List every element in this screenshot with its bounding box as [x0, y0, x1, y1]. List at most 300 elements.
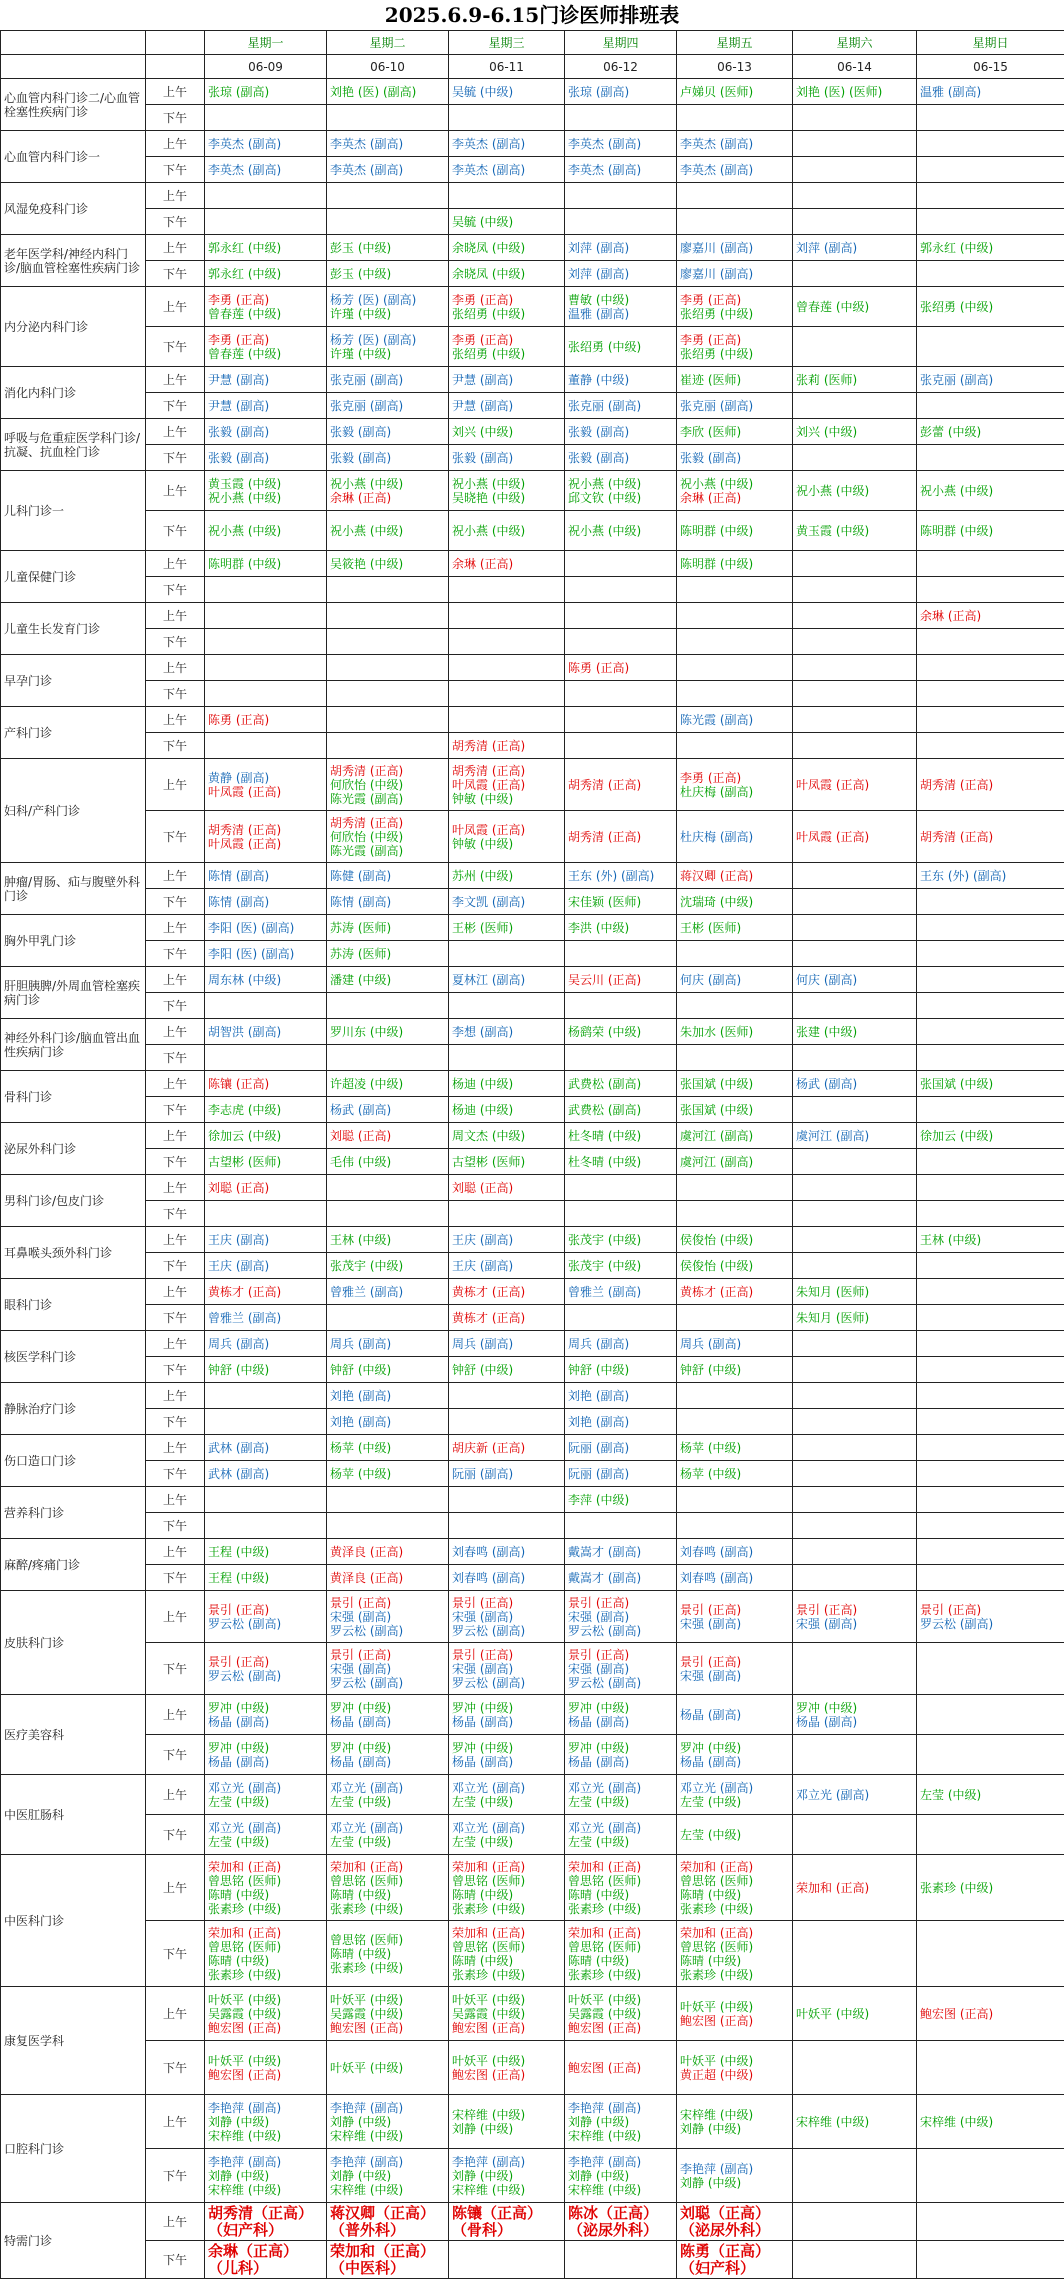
- day-label: 星期日: [917, 31, 1064, 55]
- schedule-cell: [917, 1253, 1064, 1279]
- schedule-cell: [327, 2241, 449, 2279]
- schedule-cell: [205, 287, 327, 327]
- doctor-entry: 张国斌 (中级): [680, 1102, 754, 1117]
- department-name: 产科门诊: [1, 707, 146, 759]
- schedule-cell: [327, 511, 449, 551]
- schedule-cell: [205, 707, 327, 733]
- schedule-cell: [449, 79, 565, 105]
- doctor-entry: 温雅 (副高): [920, 84, 982, 99]
- doctor-entry: 宋梓维 (中级): [208, 2182, 282, 2197]
- half-day-label: 上午: [146, 655, 205, 681]
- schedule-cell: [205, 1383, 327, 1409]
- schedule-cell: [677, 941, 793, 967]
- schedule-cell: [917, 327, 1064, 367]
- schedule-cell: [449, 1149, 565, 1175]
- schedule-cell: [205, 2203, 327, 2241]
- day-label: 星期四: [565, 31, 677, 55]
- doctor-entry: 黄栋才 (正高): [680, 1284, 754, 1299]
- doctor-entry: 邱文钦 (中级): [568, 490, 642, 505]
- doctor-entry: 王东 (外) (副高): [920, 868, 1007, 883]
- schedule-row: [1, 157, 1064, 183]
- half-day-label: 下午: [146, 2149, 205, 2203]
- doctor-entry: 景引 (正高): [568, 1595, 630, 1610]
- doctor-entry: 罗冲 (中级): [680, 1740, 742, 1755]
- doctor-entry: 荣加和 (正高): [568, 1859, 642, 1874]
- doctor-entry: 杜庆梅 (副高): [680, 784, 754, 799]
- doctor-entry: 周东林 (中级): [208, 972, 282, 987]
- schedule-cell: [917, 105, 1064, 131]
- schedule-cell: [449, 1461, 565, 1487]
- schedule-row: [1, 511, 1064, 551]
- schedule-row: [1, 967, 1064, 993]
- doctor-entry: 邓立光 (副高): [452, 1780, 526, 1795]
- doctor-entry: 祝小燕 (中级): [568, 476, 642, 491]
- half-day-label: 上午: [146, 1279, 205, 1305]
- department-name: 肝胆胰脾/外周血管栓塞疾病门诊: [1, 967, 146, 1019]
- doctor-entry: 陈明群 (中级): [208, 556, 282, 571]
- schedule-cell: [205, 993, 327, 1019]
- schedule-cell: [917, 2041, 1064, 2095]
- schedule-cell: [205, 1461, 327, 1487]
- doctor-entry: 陈勇 (正高): [568, 660, 630, 675]
- schedule-row: [1, 445, 1064, 471]
- schedule-cell: [205, 1591, 327, 1643]
- schedule-cell: [917, 1487, 1064, 1513]
- schedule-cell: [677, 1565, 793, 1591]
- schedule-row: [1, 1383, 1064, 1409]
- half-day-label: 上午: [146, 759, 205, 811]
- doctor-entry: 蒋汉卿 (正高): [680, 868, 754, 883]
- schedule-cell: [793, 655, 917, 681]
- doctor-entry: 吴露霞 (中级): [330, 2006, 404, 2021]
- doctor-entry: 左莹 (中级): [208, 1794, 270, 1809]
- doctor-entry: 陈明群 (中级): [680, 523, 754, 538]
- doctor-entry: 张建 (中级): [796, 1024, 858, 1039]
- doctor-entry: 宋强 (副高): [680, 1616, 742, 1631]
- day-date: 06-10: [327, 55, 449, 79]
- doctor-entry: 胡秀清 (正高): [330, 763, 404, 778]
- doctor-entry: 李勇 (正高): [452, 292, 514, 307]
- schedule-cell: [917, 1409, 1064, 1435]
- schedule-cell: [327, 209, 449, 235]
- doctor-entry: 叶凤霞 (正高): [796, 777, 870, 792]
- schedule-cell: [327, 1227, 449, 1253]
- schedule-cell: [677, 1695, 793, 1735]
- doctor-entry: 李英杰 (副高): [452, 136, 526, 151]
- department-name: 中医肛肠科: [1, 1775, 146, 1855]
- schedule-cell: [327, 655, 449, 681]
- schedule-row: [1, 287, 1064, 327]
- schedule-cell: [205, 105, 327, 131]
- doctor-entry: 刘聪 (正高): [452, 1180, 514, 1195]
- doctor-entry: 罗冲 (中级): [452, 1740, 514, 1755]
- doctor-entry: 吴露霞 (中级): [452, 2006, 526, 2021]
- schedule-cell: [793, 105, 917, 131]
- schedule-cell: [677, 759, 793, 811]
- schedule-cell: [565, 1921, 677, 1987]
- doctor-entry: 宋梓维 (中级): [920, 2114, 994, 2129]
- schedule-cell: [677, 209, 793, 235]
- half-day-label: 下午: [146, 681, 205, 707]
- schedule-cell: [449, 759, 565, 811]
- doctor-entry: 刘艳 (副高): [330, 1388, 392, 1403]
- schedule-cell: [917, 1735, 1064, 1775]
- doctor-entry: 胡秀清 (正高): [920, 777, 994, 792]
- doctor-entry: 许瑾 (中级): [330, 346, 392, 361]
- doctor-entry: 刘静 (中级): [452, 2121, 514, 2136]
- doctor-entry: 虞河江 (副高): [680, 1128, 754, 1143]
- schedule-cell: [327, 733, 449, 759]
- schedule-cell: [327, 1409, 449, 1435]
- doctor-entry: 叶妖平 (中级): [680, 1999, 754, 2014]
- schedule-cell: [565, 1383, 677, 1409]
- doctor-entry: 周文杰 (中级): [452, 1128, 526, 1143]
- schedule-cell: [677, 707, 793, 733]
- doctor-entry: 刘春鸣 (副高): [452, 1544, 526, 1559]
- doctor-entry: 罗云松 (副高): [330, 1623, 404, 1638]
- schedule-cell: [327, 1045, 449, 1071]
- doctor-entry: 张素珍 (中级): [452, 1967, 526, 1982]
- doctor-entry: 黄正超 (中级): [680, 2067, 754, 2082]
- doctor-entry: 景引 (正高): [330, 1647, 392, 1662]
- half-day-label: 上午: [146, 967, 205, 993]
- schedule-cell: [793, 287, 917, 327]
- doctor-entry: 温雅 (副高): [568, 306, 630, 321]
- schedule-cell: [677, 2149, 793, 2203]
- doctor-entry: 邓立光 (副高): [208, 1820, 282, 1835]
- doctor-entry: 胡智洪 (副高): [208, 1024, 282, 1039]
- schedule-cell: [565, 1987, 677, 2041]
- schedule-row: [1, 1513, 1064, 1539]
- schedule-cell: [327, 183, 449, 209]
- doctor-entry: 鲍宏图 (正高): [568, 2060, 642, 2075]
- doctor-entry: 左莹 (中级): [568, 1834, 630, 1849]
- schedule-cell: [793, 1735, 917, 1775]
- half-day-label: 下午: [146, 1921, 205, 1987]
- doctor-entry: 宋强 (副高): [680, 1668, 742, 1683]
- doctor-entry: 叶凤霞 (正高): [796, 829, 870, 844]
- doctor-entry: 廖嘉川 (副高): [680, 240, 754, 255]
- schedule-cell: [327, 1513, 449, 1539]
- doctor-entry: 余琳 (正高): [330, 490, 392, 505]
- doctor-entry: 刘艳 (医) (副高): [330, 84, 417, 99]
- doctor-entry: 张毅 (副高): [568, 450, 630, 465]
- doctor-entry: 宋强 (副高): [568, 1661, 630, 1676]
- doctor-entry: 刘静 (中级): [680, 2121, 742, 2136]
- department-name: 妇科/产科门诊: [1, 759, 146, 863]
- schedule-row: [1, 471, 1064, 511]
- doctor-entry: 杨芳 (医) (副高): [330, 332, 417, 347]
- doctor-entry: 董静 (中级): [568, 372, 630, 387]
- doctor-entry: 曾思铭 (医师): [330, 1873, 404, 1888]
- schedule-cell: [917, 577, 1064, 603]
- schedule-cell: [205, 1643, 327, 1695]
- schedule-cell: [205, 2241, 327, 2279]
- doctor-entry: 李志虎 (中级): [208, 1102, 282, 1117]
- schedule-cell: [793, 733, 917, 759]
- doctor-entry: 宋梓维 (中级): [330, 2182, 404, 2197]
- schedule-cell: [793, 1695, 917, 1735]
- doctor-entry: 郭永红 (中级): [920, 240, 994, 255]
- schedule-row: [1, 1097, 1064, 1123]
- doctor-entry: 徐加云 (中级): [208, 1128, 282, 1143]
- schedule-cell: [793, 577, 917, 603]
- half-day-label: 上午: [146, 367, 205, 393]
- schedule-row: [1, 393, 1064, 419]
- doctor-entry: 宋强 (副高): [330, 1661, 392, 1676]
- schedule-cell: [917, 419, 1064, 445]
- schedule-cell: [565, 551, 677, 577]
- doctor-entry: 罗云松 (副高): [452, 1623, 526, 1638]
- schedule-cell: [917, 1149, 1064, 1175]
- doctor-entry: 阮丽 (副高): [452, 1466, 514, 1481]
- schedule-row: [1, 1279, 1064, 1305]
- schedule-cell: [917, 1695, 1064, 1735]
- doctor-entry: 余晓凤 (中级): [452, 266, 526, 281]
- schedule-cell: [793, 1123, 917, 1149]
- schedule-row: [1, 1643, 1064, 1695]
- schedule-cell: [565, 1305, 677, 1331]
- schedule-cell: [327, 1987, 449, 2041]
- doctor-entry: 景引 (正高): [920, 1602, 982, 1617]
- schedule-cell: [565, 1487, 677, 1513]
- schedule-cell: [205, 1513, 327, 1539]
- schedule-cell: [205, 1815, 327, 1855]
- doctor-entry: 周兵 (副高): [680, 1336, 742, 1351]
- doctor-entry: 杨晶 (副高): [680, 1754, 742, 1769]
- doctor-entry: 鲍宏图 (正高): [920, 2006, 994, 2021]
- doctor-entry: 胡秀清 (正高): [208, 822, 282, 837]
- doctor-entry: 陈健 (副高): [330, 868, 392, 883]
- schedule-cell: [205, 1227, 327, 1253]
- schedule-cell: [917, 681, 1064, 707]
- doctor-entry: 李勇 (正高): [208, 292, 270, 307]
- schedule-cell: [327, 577, 449, 603]
- doctor-entry: 李英杰 (副高): [680, 136, 754, 151]
- schedule-cell: [917, 511, 1064, 551]
- department-name: 肿瘤/胃肠、疝与腹壁外科门诊: [1, 863, 146, 915]
- schedule-cell: [205, 471, 327, 511]
- schedule-cell: [677, 327, 793, 367]
- half-day-label: 上午: [146, 79, 205, 105]
- doctor-entry: 张琼 (副高): [568, 84, 630, 99]
- doctor-entry: 曾思铭 (医师): [452, 1939, 526, 1954]
- schedule-cell: [327, 915, 449, 941]
- schedule-cell: [449, 993, 565, 1019]
- schedule-cell: [917, 1357, 1064, 1383]
- schedule-cell: [449, 1409, 565, 1435]
- doctor-entry: 杨晶 (副高): [330, 1714, 392, 1729]
- schedule-cell: [917, 2241, 1064, 2279]
- schedule-cell: [205, 551, 327, 577]
- schedule-cell: [677, 235, 793, 261]
- department-name: 儿童保健门诊: [1, 551, 146, 603]
- doctor-entry: 祝小燕 (中级): [330, 476, 404, 491]
- doctor-entry: 何庆 (副高): [796, 972, 858, 987]
- schedule-cell: [449, 105, 565, 131]
- doctor-entry: 邓立光 (副高): [568, 1780, 642, 1795]
- doctor-entry: 王程 (中级): [208, 1544, 270, 1559]
- doctor-entry: 景引 (正高): [568, 1647, 630, 1662]
- doctor-entry: 邓立光 (副高): [208, 1780, 282, 1795]
- department-name: 消化内科门诊: [1, 367, 146, 419]
- doctor-entry: 刘艳 (副高): [330, 1414, 392, 1429]
- schedule-cell: [677, 1019, 793, 1045]
- doctor-entry: 刘静 (中级): [452, 2168, 514, 2183]
- schedule-row: [1, 1435, 1064, 1461]
- doctor-entry: 古望彬 (医师): [452, 1154, 526, 1169]
- schedule-cell: [205, 1253, 327, 1279]
- schedule-cell: [917, 183, 1064, 209]
- doctor-entry: 李勇 (正高): [680, 332, 742, 347]
- doctor-entry: 钟舒 (中级): [568, 1362, 630, 1377]
- schedule-row: [1, 209, 1064, 235]
- schedule-row: [1, 2203, 1064, 2241]
- half-day-label: 下午: [146, 209, 205, 235]
- doctor-entry: 杨晶 (副高): [208, 1714, 270, 1729]
- schedule-cell: [793, 131, 917, 157]
- half-day-label: 上午: [146, 551, 205, 577]
- schedule-cell: [793, 941, 917, 967]
- department-name: 医疗美容科: [1, 1695, 146, 1775]
- schedule-cell: [205, 1019, 327, 1045]
- schedule-cell: [793, 1383, 917, 1409]
- doctor-entry: 李勇 (正高): [452, 332, 514, 347]
- schedule-cell: [205, 1487, 327, 1513]
- doctor-entry: 宋梓维 (中级): [568, 2128, 642, 2143]
- doctor-entry: 张素珍 (中级): [330, 1901, 404, 1916]
- schedule-cell: [205, 889, 327, 915]
- doctor-entry: 叶凤霞 (正高): [208, 784, 282, 799]
- schedule-row: [1, 889, 1064, 915]
- doctor-entry: 张茂宇 (中级): [568, 1258, 642, 1273]
- schedule-cell: [449, 1123, 565, 1149]
- schedule-cell: [205, 1279, 327, 1305]
- schedule-row: [1, 1357, 1064, 1383]
- schedule-cell: [677, 2041, 793, 2095]
- schedule-cell: [565, 1735, 677, 1775]
- department-name: 静脉治疗门诊: [1, 1383, 146, 1435]
- doctor-entry: 夏林江 (副高): [452, 972, 526, 987]
- schedule-cell: [917, 759, 1064, 811]
- doctor-entry: 宋梓维 (中级): [208, 2128, 282, 2143]
- doctor-entry: 鲍宏图 (正高): [208, 2067, 282, 2082]
- doctor-entry: 左莹 (中级): [568, 1794, 630, 1809]
- schedule-row: [1, 1487, 1064, 1513]
- doctor-entry: 李艳萍 (副高): [568, 2154, 642, 2169]
- schedule-cell: [677, 1097, 793, 1123]
- half-day-label: 下午: [146, 1149, 205, 1175]
- schedule-cell: [565, 1855, 677, 1921]
- doctor-entry: 宋强 (副高): [568, 1609, 630, 1624]
- doctor-entry: 荣加和 (正高): [796, 1880, 870, 1895]
- schedule-cell: [205, 1357, 327, 1383]
- schedule-cell: [793, 915, 917, 941]
- doctor-entry: 刘艳 (副高): [568, 1388, 630, 1403]
- schedule-cell: [565, 941, 677, 967]
- schedule-cell: [449, 863, 565, 889]
- schedule-cell: [565, 993, 677, 1019]
- doctor-entry: 杨苹 (中级): [680, 1466, 742, 1481]
- schedule-cell: [677, 1071, 793, 1097]
- schedule-cell: [205, 1409, 327, 1435]
- doctor-entry: （妇产科）: [208, 2220, 284, 2239]
- schedule-cell: [205, 1539, 327, 1565]
- schedule-cell: [565, 1409, 677, 1435]
- schedule-cell: [793, 471, 917, 511]
- schedule-cell: [327, 863, 449, 889]
- half-day-label: 下午: [146, 511, 205, 551]
- schedule-cell: [677, 131, 793, 157]
- schedule-cell: [565, 1279, 677, 1305]
- schedule-cell: [565, 367, 677, 393]
- schedule-cell: [327, 445, 449, 471]
- schedule-cell: [449, 707, 565, 733]
- doctor-entry: 刘兴 (中级): [452, 424, 514, 439]
- schedule-cell: [917, 131, 1064, 157]
- doctor-entry: 李英杰 (副高): [208, 162, 282, 177]
- schedule-cell: [793, 1775, 917, 1815]
- doctor-entry: 刘聪 (正高): [330, 1128, 392, 1143]
- half-day-label: 下午: [146, 105, 205, 131]
- day-label: 星期二: [327, 31, 449, 55]
- schedule-row: [1, 1815, 1064, 1855]
- schedule-row: [1, 2095, 1064, 2149]
- doctor-entry: 张克丽 (副高): [330, 372, 404, 387]
- doctor-entry: 刘静 (中级): [568, 2168, 630, 2183]
- doctor-entry: 彭玉 (中级): [330, 240, 392, 255]
- schedule-cell: [793, 1019, 917, 1045]
- schedule-cell: [565, 157, 677, 183]
- department-name: 皮肤科门诊: [1, 1591, 146, 1695]
- day-label: 星期六: [793, 31, 917, 55]
- schedule-cell: [327, 1253, 449, 1279]
- half-day-label: 下午: [146, 327, 205, 367]
- schedule-cell: [565, 2203, 677, 2241]
- schedule-cell: [677, 105, 793, 131]
- doctor-entry: 余琳（正高）: [208, 2241, 299, 2260]
- schedule-row: [1, 629, 1064, 655]
- schedule-cell: [327, 2095, 449, 2149]
- doctor-entry: 张绍勇 (中级): [452, 346, 526, 361]
- doctor-entry: 荣加和 (正高): [452, 1859, 526, 1874]
- schedule-cell: [677, 1487, 793, 1513]
- schedule-cell: [917, 445, 1064, 471]
- doctor-entry: 李文凯 (副高): [452, 894, 526, 909]
- doctor-entry: 左莹 (中级): [680, 1827, 742, 1842]
- schedule-cell: [327, 681, 449, 707]
- schedule-cell: [793, 889, 917, 915]
- doctor-entry: 杨晶 (副高): [452, 1754, 514, 1769]
- doctor-entry: 杨武 (副高): [796, 1076, 858, 1091]
- schedule-cell: [449, 603, 565, 629]
- schedule-cell: [327, 1357, 449, 1383]
- doctor-entry: 刘静 (中级): [568, 2114, 630, 2129]
- schedule-cell: [327, 1643, 449, 1695]
- schedule-cell: [917, 967, 1064, 993]
- doctor-entry: 宋强 (副高): [330, 1609, 392, 1624]
- doctor-entry: 陈晴 (中级): [452, 1887, 514, 1902]
- doctor-entry: 苏涛 (医师): [330, 920, 392, 935]
- schedule-cell: [327, 1097, 449, 1123]
- schedule-cell: [917, 1097, 1064, 1123]
- doctor-entry: 李英杰 (副高): [208, 136, 282, 151]
- schedule-cell: [327, 261, 449, 287]
- doctor-entry: 祝小燕 (中级): [208, 523, 282, 538]
- schedule-cell: [327, 1331, 449, 1357]
- schedule-row: [1, 577, 1064, 603]
- schedule-cell: [793, 261, 917, 287]
